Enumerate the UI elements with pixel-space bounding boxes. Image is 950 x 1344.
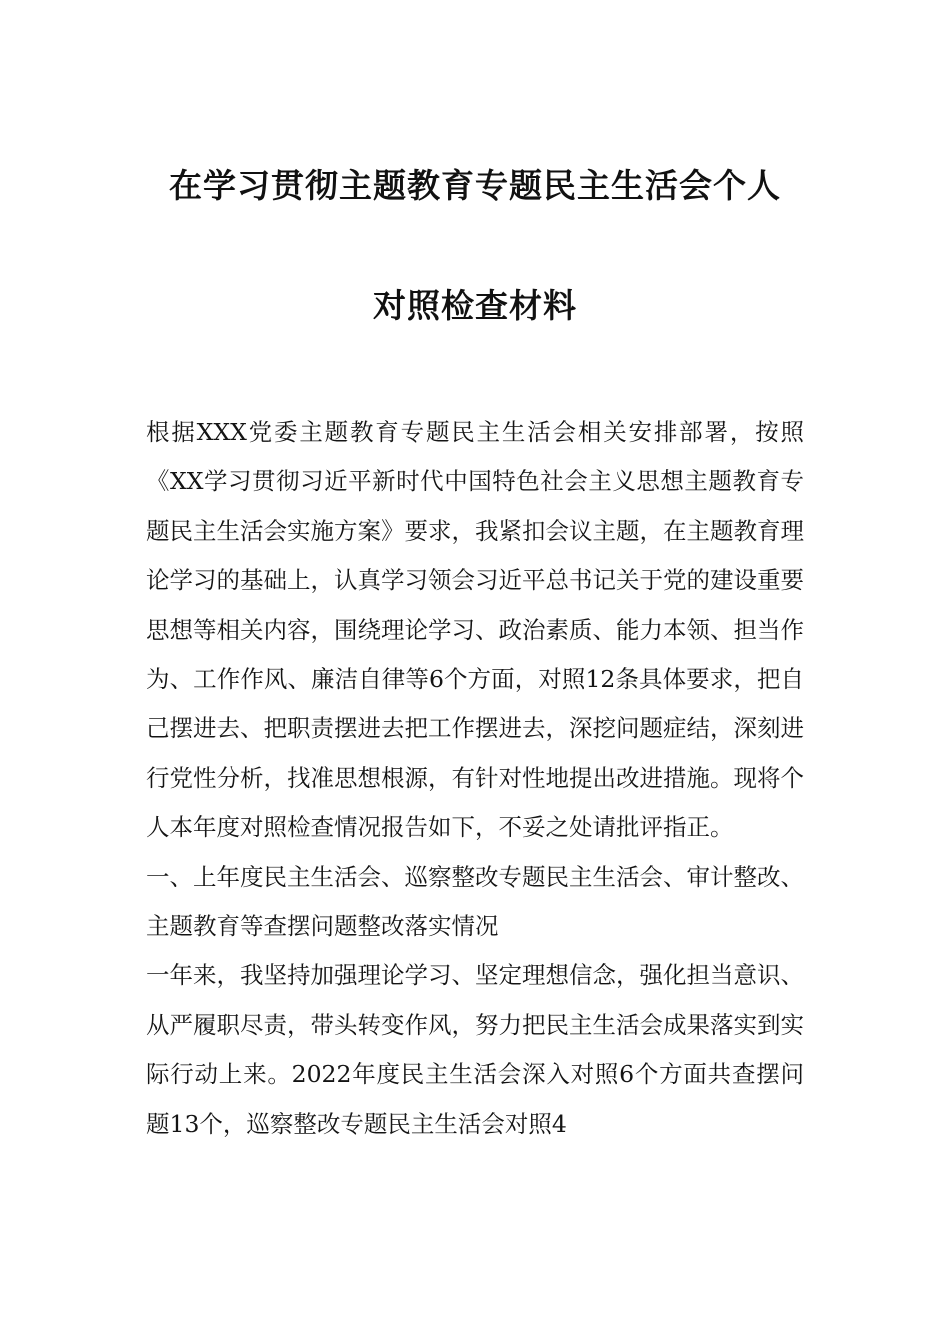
paragraph-section-1: 一年来，我坚持加强理论学习、坚定理想信念，强化担当意识、从严履职尽责，带头转变作风，努力把民主生活会成果落实到实际行动上来。2022年度民主生活会深入对照6个方面共查摆问题13个，巡察整改专题民主生活会对照4 [146, 961, 804, 1138]
document-title-line-2: 对照检查材料 [373, 286, 577, 325]
document-title-line-1: 在学习贯彻主题教育专题民主生活会个人 [169, 166, 781, 205]
document-body [146, 408, 804, 1149]
section-heading-1: 一、上年度民主生活会、巡察整改专题民主生活会、审计整改、主题教育等查摆问题整改落实情况 [146, 862, 804, 941]
paragraph-intro: 根据XXX党委主题教育专题民主生活会相关安排部署，按照《XX学习贯彻习近平新时代中国特色社会主义思想主题教育专题民主生活会实施方案》要求，我紧扣会议主题，在主题教育理论学习的基础上，认真学习领会习近平总书记关于党的建设重要思想等相关内容，围绕理论学习、政治素质、能力本领、担当作为、工作作风、廉洁自律等6个方面，对照12条具体要求，把自己摆进去、把职责摆进去把工作摆进去，深挖问题症结，深刻进行党性分析，找准思想根源，有针对性地提出改进措施。现将个人本年度对照检查情况报告如下，不妥之处请批评指正。 [146, 418, 804, 842]
